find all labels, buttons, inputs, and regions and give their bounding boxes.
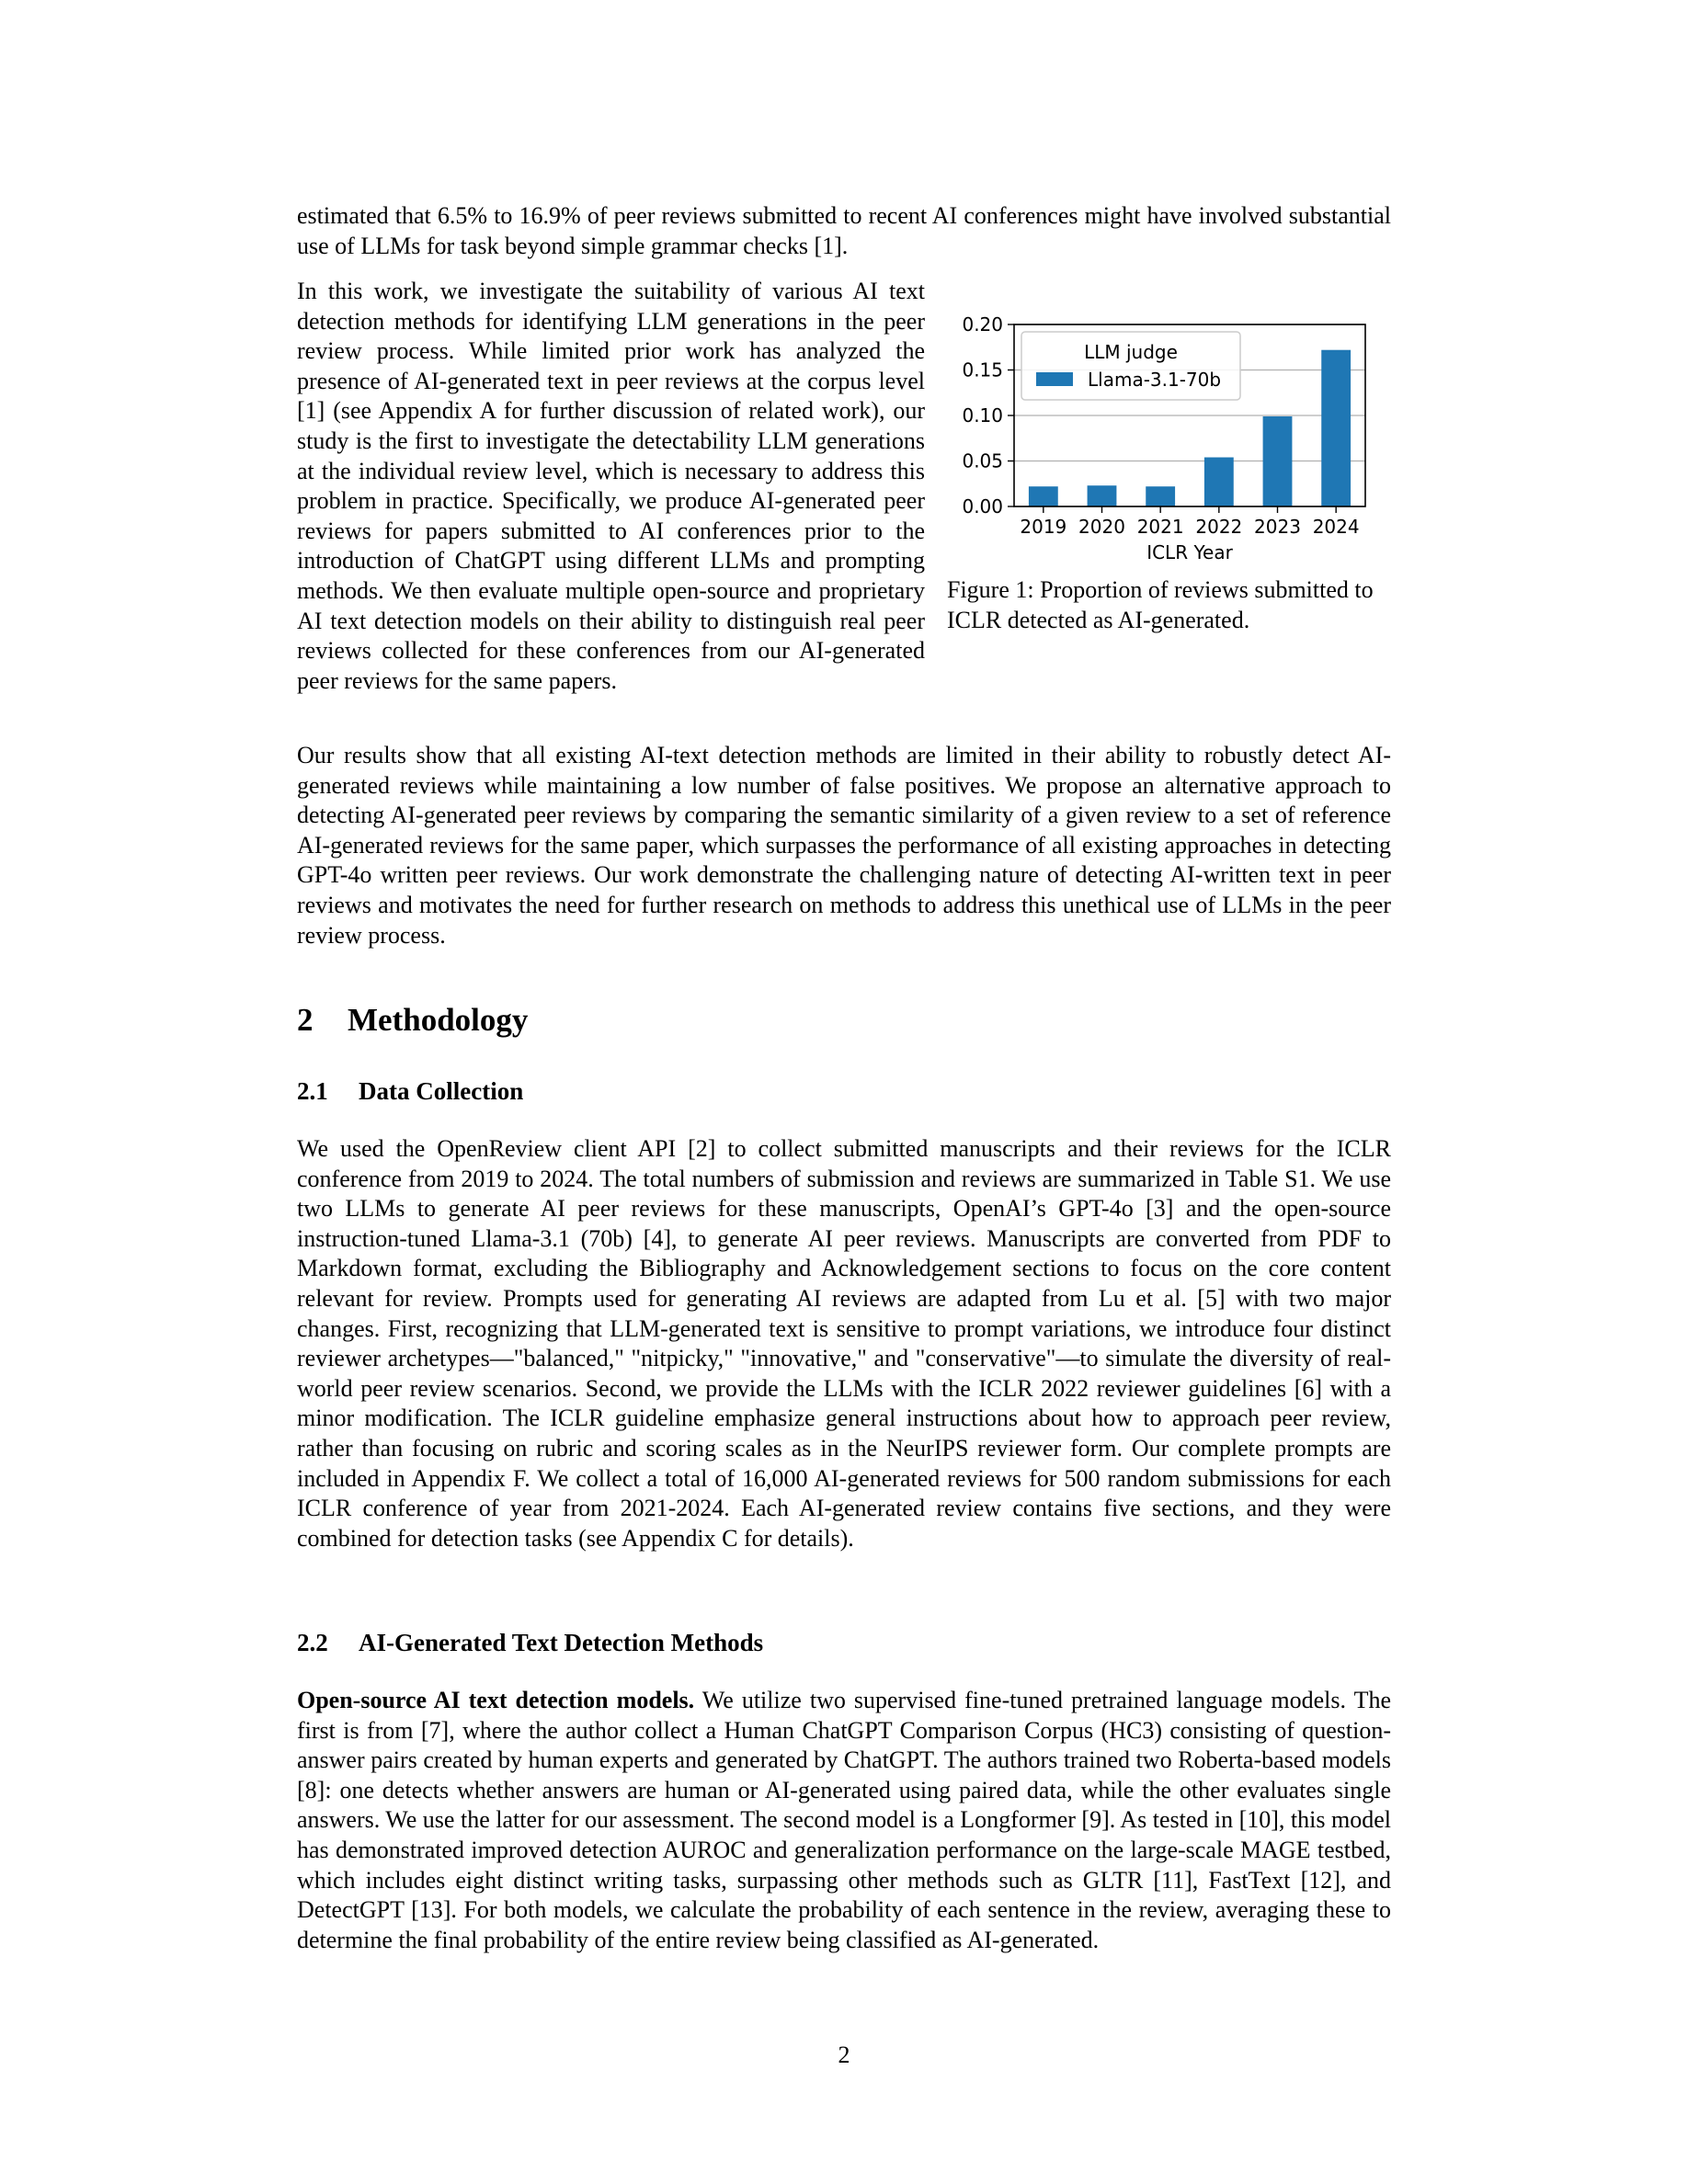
section-heading-methodology [297, 1002, 528, 1039]
paragraph-lead-in: Open-source AI text detection models. [297, 1687, 695, 1713]
bar-2023 [1263, 416, 1293, 506]
subsection-heading-detection-methods [297, 1628, 763, 1657]
bar-2020 [1088, 485, 1117, 506]
x-axis-label: ICLR Year [1146, 541, 1233, 563]
y-tick-label: 0.05 [962, 449, 1003, 472]
paragraph-text: We utilize two supervised fine-tuned pretrained language models. The first is from [7], where the author collect a Human ChatGPT Comparison Corpus (HC3) consisting of question-answer pairs created by human experts and generated by ChatGPT. The authors trained two Roberta-based models [8]: one detects whether answers are human or AI-generated using paired data, while the other evaluates single answers. We use the latter for our assessment. The second model is a Longformer [9]. As tested in [10], this model has demonstrated improved detection AUROC and generalization performance on the large-scale MAGE testbed, which includes eight distinct writing tasks, surpassing other methods such as GLTR [11], FastText [12], and DetectGPT [13]. For both models, we calculate the probability of each sentence in the review, averaging these to determine the final probability of the entire review being classified as AI-generated. [297, 1687, 1391, 1953]
y-tick-label: 0.20 [962, 313, 1003, 336]
page-number: 2 [838, 2042, 850, 2068]
bar-2021 [1146, 486, 1175, 506]
bar-2022 [1204, 458, 1234, 506]
subsection-title: Data Collection [359, 1077, 524, 1105]
data-collection-paragraph: We used the OpenReview client API [2] to collect submitted manuscripts and their reviews for the ICLR conference from 2019 to 2024. The total numbers of submission and reviews are summarized in Table S1. We use two LLMs to generate AI peer reviews for these manuscripts, OpenAI’s GPT-4o [3] and the open-source instruction-tuned Llama-3.1 (70b) [4], to generate AI peer reviews. Manuscripts are converted from PDF to Markdown format, excluding the Bibliography and Acknowledgement sections to focus on the core content relevant for review. Prompts used for generating AI reviews are adapted from Lu et al. [5] with two major changes. First, recognizing that LLM-generated text is sensitive to prompt variations, we introduce four distinct reviewer archetypes—"balanced," "nitpicky," "innovative," and "conservative"—to simulate the diversity of real-world peer review scenarios. Second, we provide the LLMs with the ICLR 2022 reviewer guidelines [6] with a minor modification. The ICLR guideline emphasize general instructions about how to approach peer review, rather than focusing on rubric and scoring scales as in the NeurIPS reviewer form. Our complete prompts are included in Appendix F. We collect a total of 16,000 AI-generated reviews for 500 random submissions for each ICLR conference of year from 2021-2024. Each AI-generated review contains five sections, and they were combined for detection tasks (see Appendix C for details). [297, 1135, 1391, 1552]
chart-legend [1021, 332, 1240, 400]
bar-2019 [1029, 486, 1058, 506]
bar-2024 [1321, 350, 1351, 506]
legend-label: Llama-3.1-70b [1088, 369, 1222, 391]
subsection-title: AI-Generated Text Detection Methods [359, 1629, 764, 1656]
y-tick-label: 0.00 [962, 495, 1003, 518]
left-column-paragraph: In this work, we investigate the suitability of various AI text detection methods for identifying LLM generations in the peer review process. While limited prior work has analyzed the presence of AI-generated text in peer reviews at the corpus level [1] (see Appendix A for further discussion of related work), our study is the first to investigate the detectability LLM generations at the individual review level, which is necessary to address this problem in practice. Specifically, we produce AI-generated peer reviews for papers submitted to AI conferences prior to the introduction of ChatGPT using different LLMs and prompting methods. We then evaluate multiple open-source and proprietary AI text detection models on their ability to distinguish real peer reviews collected for these conferences from our AI-generated peer reviews for the same papers. [297, 278, 925, 694]
x-tick-label: 2022 [1195, 516, 1243, 538]
detection-methods-paragraph [297, 1686, 1391, 1955]
legend-swatch [1036, 372, 1073, 386]
y-tick-label: 0.15 [962, 358, 1003, 381]
intro-continuation-paragraph: estimated that 6.5% to 16.9% of peer reviews submitted to recent AI conferences might have involved substantial use of LLMs for task beyond simple grammar checks [1]. [297, 202, 1391, 259]
bar-chart [947, 303, 1401, 565]
x-tick-label: 2021 [1136, 516, 1184, 538]
x-tick-label: 2024 [1312, 516, 1360, 538]
figure-caption: Figure 1: Proportion of reviews submitted to ICLR detected as AI-generated. [947, 576, 1374, 633]
x-tick-label: 2020 [1078, 516, 1125, 538]
x-tick-label: 2019 [1020, 516, 1067, 538]
y-tick-label: 0.10 [962, 404, 1003, 427]
subsection-number: 2.1 [297, 1077, 328, 1105]
y-axis-ticks [962, 313, 1014, 518]
x-tick-label: 2023 [1254, 516, 1301, 538]
section-number: 2 [297, 1002, 314, 1038]
results-paragraph: Our results show that all existing AI-text detection methods are limited in their ability to robustly detect AI-generated reviews while maintaining a low number of false positives. We propose an alternative approach to detecting AI-generated peer reviews by comparing the semantic similarity of a given review to a set of reference AI-generated reviews for the same paper, which surpasses the performance of all existing approaches in detecting GPT-4o written peer reviews. Our work demonstrate the challenging nature of detecting AI-written text in peer reviews and motivates the need for further research on methods to address this unethical use of LLMs in the peer review process. [297, 742, 1391, 949]
legend-title: LLM judge [1084, 341, 1178, 363]
figure-1 [947, 303, 1401, 635]
x-axis-ticks [1020, 506, 1359, 538]
section-title: Methodology [348, 1002, 529, 1038]
subsection-heading-data-collection [297, 1076, 523, 1106]
subsection-number: 2.2 [297, 1629, 328, 1656]
